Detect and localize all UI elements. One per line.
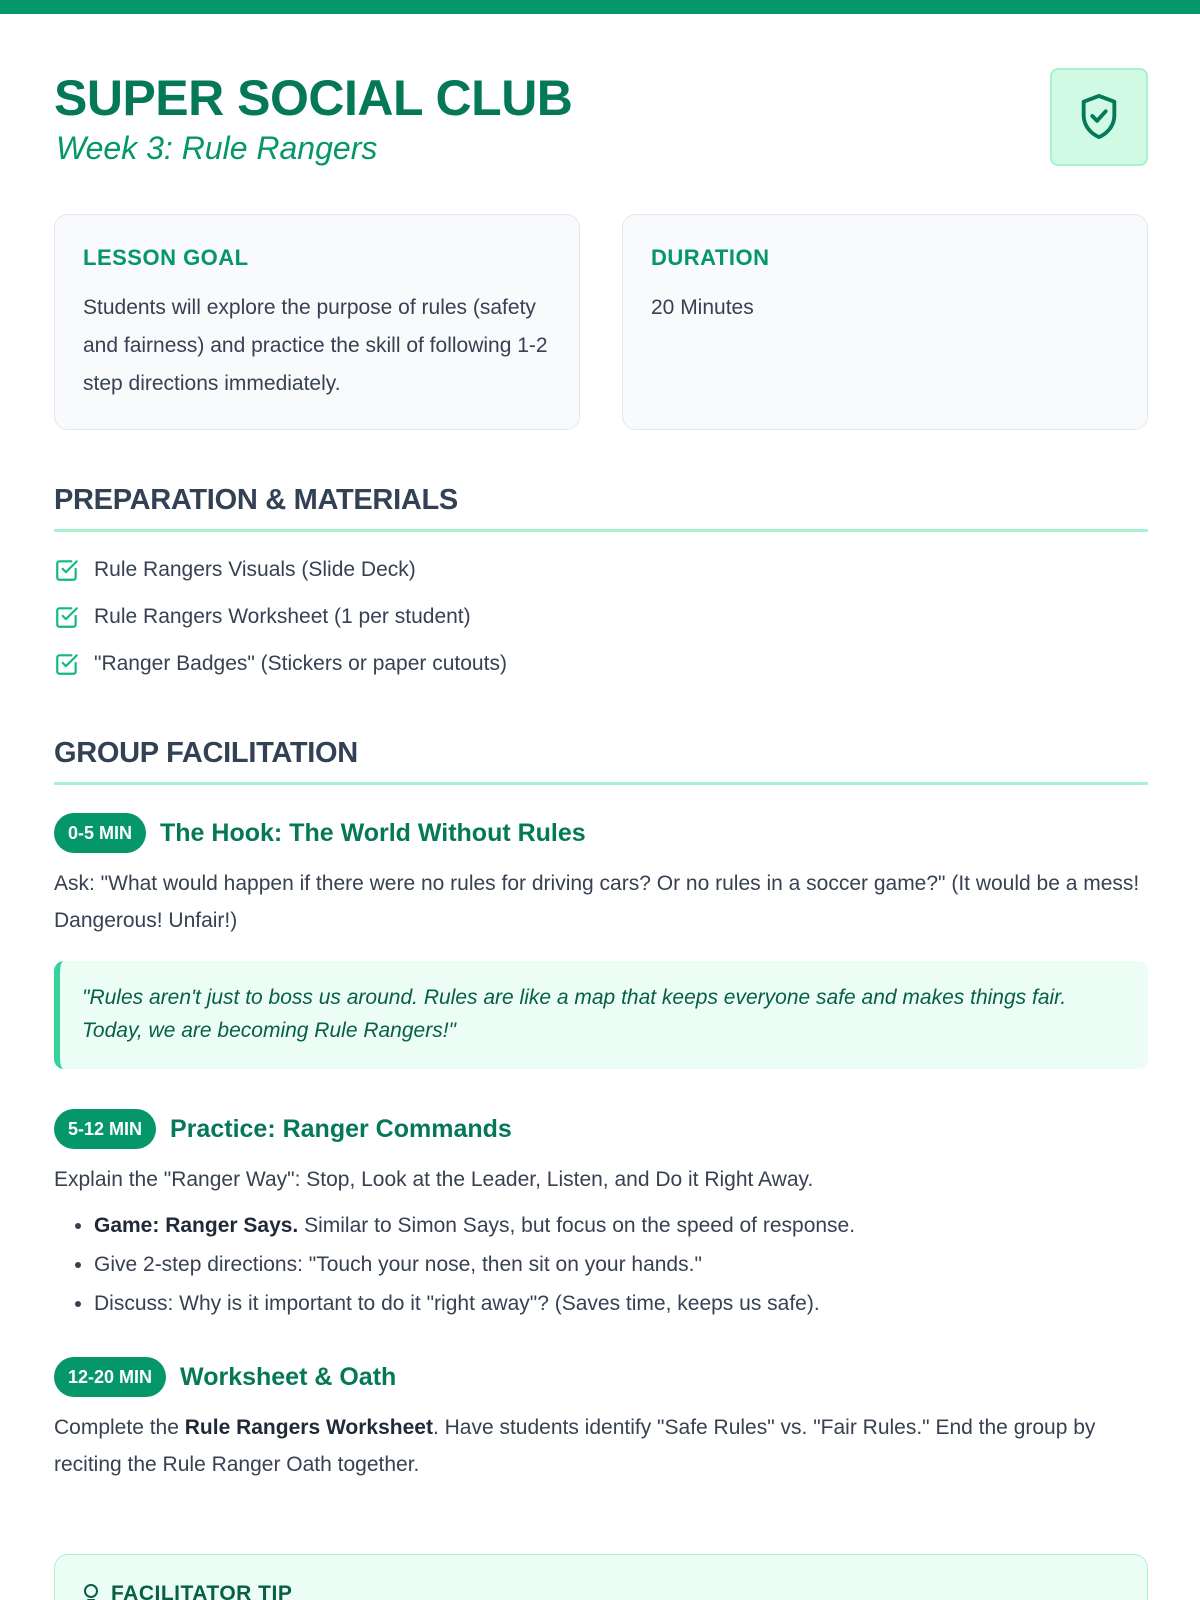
step-title: The Hook: The World Without Rules [160, 818, 586, 847]
step-title: Practice: Ranger Commands [170, 1114, 512, 1143]
lesson-goal-card [54, 214, 580, 430]
facilitation-section [54, 737, 1148, 1483]
shield-check-icon [1076, 92, 1122, 142]
list-item [54, 593, 1148, 640]
step-2-bullets [54, 1206, 1148, 1323]
step-title: Worksheet & Oath [180, 1362, 397, 1391]
bullet-text: Similar to Simon Says, but focus on the speed of response. [298, 1214, 856, 1237]
material-label: Rule Rangers Visuals (Slide Deck) [94, 557, 416, 581]
page-subtitle: Week 3: Rule Rangers [56, 130, 378, 166]
time-badge: 0-5 MIN [54, 813, 146, 853]
duration-label: DURATION [651, 245, 770, 270]
step-1-header [54, 813, 1148, 853]
duration-text: 20 Minutes [651, 296, 754, 319]
duration-card [622, 214, 1148, 430]
script-quote: "Rules aren't just to boss us around. Rules are like a map that keeps everyone safe and makes things fair. Today, we are becoming Rule Rangers!" [54, 961, 1148, 1069]
list-item [54, 546, 1148, 593]
worksheet-name: Rule Rangers Worksheet [184, 1416, 433, 1439]
facilitation-heading: GROUP FACILITATION [54, 737, 1148, 785]
material-label: Rule Rangers Worksheet (1 per student) [94, 604, 471, 628]
list-item [54, 640, 1148, 687]
header-badge [1050, 68, 1148, 166]
step-3-text-post: . Have students identify "Safe Rules" vs. "Fair Rules." End the group by reciting the Rule Ranger Oath together. [54, 1416, 1096, 1476]
facilitator-tip-label: FACILITATOR TIP [111, 1582, 293, 1600]
checkbox-checked-icon [54, 604, 80, 630]
step-2-header [54, 1109, 1148, 1149]
lesson-goal-label: LESSON GOAL [83, 245, 249, 270]
list-item [94, 1206, 1148, 1245]
list-item: • Discuss: Why is it important to do it "right away"? (Saves time, keeps us safe). [94, 1284, 1148, 1323]
step-3-header [54, 1357, 1148, 1397]
page-title: SUPER SOCIAL CLUB [54, 70, 573, 126]
lesson-page [54, 14, 1148, 1483]
step-1-text: Ask: "What would happen if there were no rules for driving cars? Or no rules in a soccer game?" (It would be a mess! Dangerous! Unfair!) [54, 872, 1140, 932]
time-badge: 5-12 MIN [54, 1109, 156, 1149]
step-2-text: Explain the "Ranger Way": Stop, Look at the Leader, Listen, and Do it Right Away. [54, 1168, 814, 1191]
top-accent-bar [0, 0, 1200, 14]
page-header [54, 14, 1148, 214]
lightbulb-icon [81, 1582, 101, 1600]
bullet-bold: Game: Ranger Says. [94, 1214, 299, 1237]
materials-list [54, 546, 1148, 687]
material-label: "Ranger Badges" (Stickers or paper cutouts) [94, 651, 507, 675]
facilitator-tip-box [54, 1554, 1148, 1600]
lesson-goal-text: Students will explore the purpose of rules (safety and fairness) and practice the skill of following 1-2 step directions immediately. [83, 296, 548, 395]
preparation-heading: PREPARATION & MATERIALS [54, 484, 1148, 532]
step-3-text [54, 1409, 1148, 1483]
time-badge: 12-20 MIN [54, 1357, 166, 1397]
checkbox-checked-icon [54, 651, 80, 677]
summary-cards [54, 214, 1148, 430]
step-3-text-pre: Complete the [54, 1416, 185, 1439]
list-item: • Give 2-step directions: "Touch your nose, then sit on your hands." [94, 1245, 1148, 1284]
checkbox-checked-icon [54, 557, 80, 583]
preparation-section [54, 484, 1148, 687]
